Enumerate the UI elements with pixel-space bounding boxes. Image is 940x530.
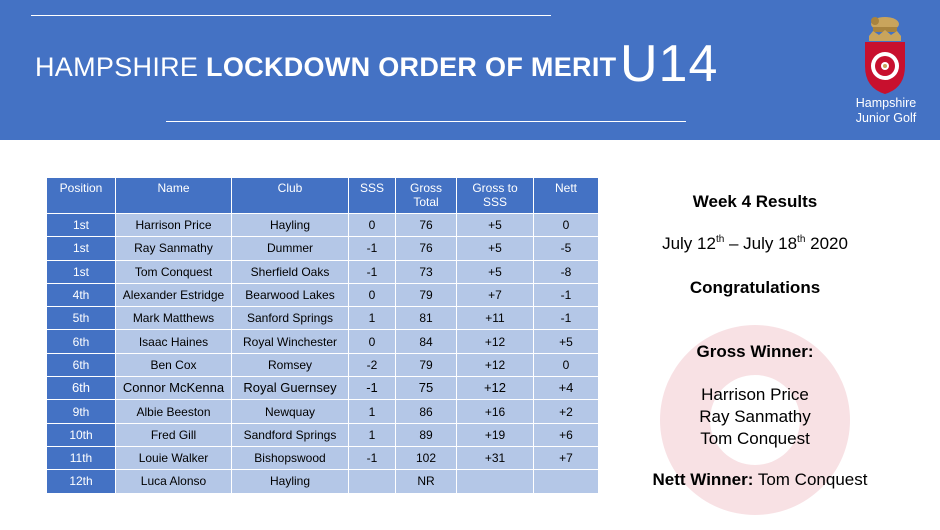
- col-header-g2s-line1: Gross to: [472, 181, 518, 195]
- cell-gross-to-sss: +5: [457, 214, 534, 237]
- table-header-row: [47, 178, 599, 214]
- table-row: [47, 260, 599, 283]
- cell-position: 1st: [47, 260, 116, 283]
- col-header-club: Club: [232, 178, 349, 214]
- table-row: [47, 237, 599, 260]
- cell-gross-to-sss: +12: [457, 353, 534, 376]
- cell-club: Sanford Springs: [232, 307, 349, 330]
- cell-sss: -1: [349, 237, 396, 260]
- cell-gross-total: 89: [396, 423, 457, 446]
- cell-gross-to-sss: +31: [457, 446, 534, 469]
- cell-position: 1st: [47, 214, 116, 237]
- cell-name: Mark Matthews: [116, 307, 232, 330]
- gross-winner-1: Harrison Price: [701, 385, 809, 404]
- cell-gross-to-sss: +5: [457, 237, 534, 260]
- table-row: [47, 283, 599, 306]
- cell-nett: +7: [534, 446, 599, 469]
- cell-position: 6th: [47, 353, 116, 376]
- cell-nett: 0: [534, 214, 599, 237]
- cell-club: Bishopswood: [232, 446, 349, 469]
- table-row: [47, 377, 599, 400]
- cell-nett: -1: [534, 283, 599, 306]
- cell-name: Albie Beeston: [116, 400, 232, 423]
- cell-name: Isaac Haines: [116, 330, 232, 353]
- col-header-position: Position: [47, 178, 116, 214]
- cell-club: Hayling: [232, 214, 349, 237]
- cell-nett: -8: [534, 260, 599, 283]
- cell-name: Tom Conquest: [116, 260, 232, 283]
- logo-line-2: Junior Golf: [855, 111, 917, 125]
- cell-position: 6th: [47, 377, 116, 400]
- date-range: [620, 234, 890, 254]
- cell-position: 10th: [47, 423, 116, 446]
- cell-gross-total: 86: [396, 400, 457, 423]
- cell-position: 1st: [47, 237, 116, 260]
- cell-gross-to-sss: +12: [457, 330, 534, 353]
- page-title: [35, 52, 616, 83]
- cell-sss: 1: [349, 400, 396, 423]
- date-year: 2020: [805, 234, 848, 253]
- cell-sss: 1: [349, 307, 396, 330]
- table-row: [47, 446, 599, 469]
- date-start-suffix: th: [715, 234, 725, 245]
- cell-position: 12th: [47, 470, 116, 493]
- col-header-gross-line2: Total: [413, 195, 439, 209]
- cell-sss: [349, 470, 396, 493]
- cell-club: Romsey: [232, 353, 349, 376]
- cell-gross-total: 79: [396, 283, 457, 306]
- header-banner: [0, 0, 940, 140]
- cell-club: Royal Winchester: [232, 330, 349, 353]
- gross-winner-3: Tom Conquest: [700, 429, 810, 448]
- cell-name: Luca Alonso: [116, 470, 232, 493]
- cell-gross-total: 81: [396, 307, 457, 330]
- col-header-sss: SSS: [349, 178, 396, 214]
- cell-position: 4th: [47, 283, 116, 306]
- cell-name: Fred Gill: [116, 423, 232, 446]
- cell-gross-to-sss: +19: [457, 423, 534, 446]
- cell-club: Sherfield Oaks: [232, 260, 349, 283]
- date-end-suffix: th: [797, 234, 806, 245]
- cell-gross-total: NR: [396, 470, 457, 493]
- cell-position: 9th: [47, 400, 116, 423]
- col-header-gross-to-sss: [457, 178, 534, 214]
- nett-winner: [630, 470, 890, 490]
- table-row: [47, 470, 599, 493]
- cell-club: Bearwood Lakes: [232, 283, 349, 306]
- cell-gross-total: 76: [396, 237, 457, 260]
- cell-nett: +5: [534, 330, 599, 353]
- col-header-nett: Nett: [534, 178, 599, 214]
- date-separator: – July 18: [724, 234, 798, 253]
- date-start: July 12: [662, 234, 716, 253]
- cell-nett: -1: [534, 307, 599, 330]
- cell-position: 11th: [47, 446, 116, 469]
- table-row: [47, 330, 599, 353]
- cell-gross-total: 73: [396, 260, 457, 283]
- cell-name: Connor McKenna: [116, 377, 232, 400]
- hampshire-rose-crest-icon: [855, 14, 915, 96]
- col-header-name: Name: [116, 178, 232, 214]
- table-row: [47, 307, 599, 330]
- cell-name: Louie Walker: [116, 446, 232, 469]
- gross-winner-2: Ray Sanmathy: [699, 407, 811, 426]
- cell-gross-to-sss: +5: [457, 260, 534, 283]
- cell-name: Ray Sanmathy: [116, 237, 232, 260]
- col-header-gross-line1: Gross: [409, 181, 442, 195]
- results-table: [46, 177, 599, 494]
- cell-gross-total: 102: [396, 446, 457, 469]
- cell-name: Harrison Price: [116, 214, 232, 237]
- results-panel: [620, 150, 890, 520]
- cell-nett: 0: [534, 353, 599, 376]
- cell-club: Sandford Springs: [232, 423, 349, 446]
- cell-club: Newquay: [232, 400, 349, 423]
- cell-nett: -5: [534, 237, 599, 260]
- cell-name: Ben Cox: [116, 353, 232, 376]
- table-row: [47, 353, 599, 376]
- cell-position: 5th: [47, 307, 116, 330]
- cell-sss: 0: [349, 214, 396, 237]
- cell-club: Royal Guernsey: [232, 377, 349, 400]
- cell-gross-total: 79: [396, 353, 457, 376]
- title-bold: LOCKDOWN ORDER OF MERIT: [206, 52, 617, 82]
- nett-winner-label: Nett Winner:: [652, 470, 754, 489]
- gross-winner-label: Gross Winner:: [696, 342, 814, 361]
- congratulations-heading: Congratulations: [689, 278, 821, 297]
- age-group: U14: [620, 35, 719, 93]
- cell-gross-to-sss: +16: [457, 400, 534, 423]
- cell-gross-total: 76: [396, 214, 457, 237]
- cell-sss: -1: [349, 377, 396, 400]
- cell-position: 6th: [47, 330, 116, 353]
- cell-gross-to-sss: [457, 470, 534, 493]
- week-title: Week 4 Results: [692, 192, 818, 211]
- cell-sss: 0: [349, 283, 396, 306]
- cell-sss: -1: [349, 260, 396, 283]
- cell-nett: +2: [534, 400, 599, 423]
- cell-sss: 0: [349, 330, 396, 353]
- nett-winner-name: Tom Conquest: [757, 470, 868, 489]
- cell-sss: 1: [349, 423, 396, 446]
- cell-name: Alexander Estridge: [116, 283, 232, 306]
- cell-nett: [534, 470, 599, 493]
- cell-club: Dummer: [232, 237, 349, 260]
- cell-gross-total: 75: [396, 377, 457, 400]
- cell-gross-to-sss: +11: [457, 307, 534, 330]
- cell-sss: -1: [349, 446, 396, 469]
- table-row: [47, 214, 599, 237]
- table-row: [47, 400, 599, 423]
- cell-gross-to-sss: +12: [457, 377, 534, 400]
- gross-winners-list: [620, 384, 890, 450]
- logo-text: [840, 96, 932, 126]
- col-header-g2s-line2: SSS: [482, 195, 507, 209]
- cell-nett: +4: [534, 377, 599, 400]
- cell-nett: +6: [534, 423, 599, 446]
- cell-sss: -2: [349, 353, 396, 376]
- header-rule-bottom: [166, 121, 686, 122]
- logo-line-1: Hampshire: [855, 96, 917, 110]
- cell-gross-to-sss: +7: [457, 283, 534, 306]
- title-light: HAMPSHIRE: [35, 52, 199, 82]
- cell-club: Hayling: [232, 470, 349, 493]
- header-rule-top: [31, 15, 551, 16]
- table-row: [47, 423, 599, 446]
- cell-gross-total: 84: [396, 330, 457, 353]
- col-header-gross-total: [396, 178, 457, 214]
